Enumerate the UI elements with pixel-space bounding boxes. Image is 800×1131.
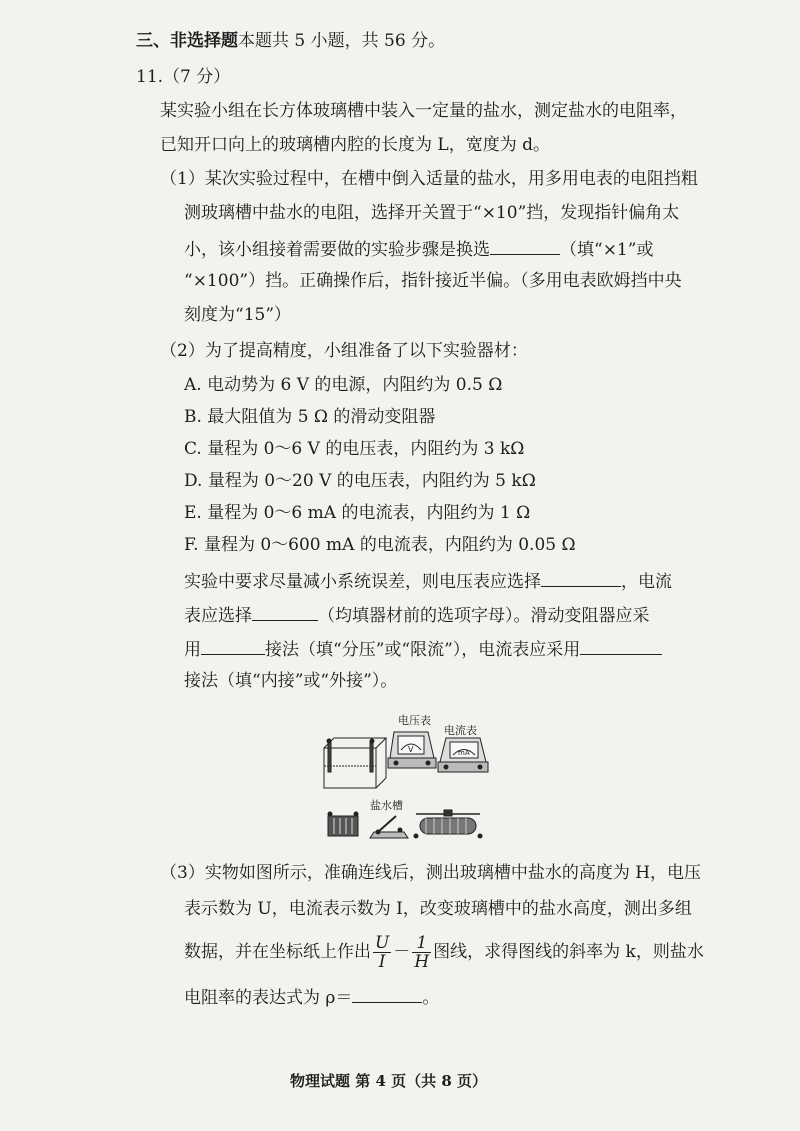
fraction-u: U	[375, 933, 390, 953]
part3-line-4	[184, 984, 439, 1009]
fraction-1-over-h	[412, 934, 431, 971]
part1-line-3-hint: （填“×1”或	[560, 240, 654, 260]
part1-line-3-text: 小，该小组接着需要做的实验步骤是换选	[184, 240, 490, 260]
battery	[328, 812, 358, 836]
answer-blank-ammeter-connection[interactable]	[580, 636, 662, 655]
part2-line-3-mid: 接法（填“分压”或“限流”），电流表应采用	[265, 640, 581, 660]
part3-line-1: （3）实物如图所示，准确连线后，测出玻璃槽中盐水的高度为 H，电压	[160, 863, 702, 883]
intro-line-1: 某实验小组在长方体玻璃槽中装入一定量的盐水，测定盐水的电阻率，	[160, 101, 687, 121]
question-number: 11.（7 分）	[136, 67, 231, 87]
answer-blank-1[interactable]	[490, 236, 560, 255]
part1-line-5: 刻度为“15”）	[184, 305, 292, 325]
ammeter-label: 电流表	[444, 724, 477, 737]
fraction-dash: －	[393, 942, 411, 962]
voltmeter-symbol: V	[408, 745, 414, 754]
part1-line-2: 测玻璃槽中盐水的电阻，选择开关置于“×10”挡，发现指针偏角太	[184, 203, 680, 223]
fraction-h: H	[414, 952, 430, 972]
intro-line-2: 已知开口向上的玻璃槽内腔的长度为 L，宽度为 d。	[160, 135, 550, 155]
page-footer: 物理试题 第 4 页（共 8 页）	[290, 1072, 487, 1090]
option-a: A. 电动势为 6 V 的电源，内阻约为 0.5 Ω	[184, 375, 503, 395]
answer-blank-ammeter[interactable]	[252, 602, 318, 621]
section-desc: 本题共 5 小题，共 56 分。	[238, 31, 446, 51]
part1-line-3	[184, 236, 653, 261]
part3-line-3	[184, 932, 704, 972]
ammeter	[438, 738, 488, 772]
part1-line-4: “×100”）挡。正确操作后，指针接近半偏。（多用电表欧姆挡中央	[184, 271, 682, 291]
part2-line-3-text: 用	[184, 640, 201, 660]
part3-line-4-text: 电阻率的表达式为 ρ＝	[184, 988, 353, 1008]
section-label: 三、非选择题	[136, 31, 238, 51]
part2-line-1-text: 实验中要求尽量减小系统误差，则电压表应选择	[184, 572, 541, 592]
section-heading	[136, 30, 445, 52]
part2-line-2-end: （均填器材前的选项字母）。滑动变阻器应采	[318, 606, 650, 626]
option-d: D. 量程为 0～20 V 的电压表，内阻约为 5 kΩ	[184, 471, 536, 491]
option-c: C. 量程为 0～6 V 的电压表，内阻约为 3 kΩ	[184, 439, 525, 459]
tank-label: 盐水槽	[370, 799, 403, 812]
switch	[370, 816, 408, 838]
part2-line-4: 接法（填“内接”或“外接”）。	[184, 671, 398, 691]
fraction-i: I	[378, 952, 386, 972]
answer-blank-resistivity[interactable]	[352, 984, 422, 1003]
part2-line-2	[184, 602, 650, 627]
salt-water-tank	[324, 738, 386, 788]
part3-line-4-end: 。	[422, 988, 440, 1008]
fraction-1: 1	[412, 934, 431, 953]
part2-intro: （2）为了提高精度，小组准备了以下实验器材：	[160, 341, 528, 361]
part2-line-2-text: 表应选择	[184, 606, 252, 626]
ammeter-symbol: mA	[458, 749, 470, 757]
answer-blank-rheostat[interactable]	[201, 636, 265, 655]
part3-line-3-end: 图线，求得图线的斜率为 k，则盐水	[433, 942, 704, 962]
voltmeter	[388, 732, 436, 768]
part2-line-1	[184, 568, 672, 593]
part2-line-3	[184, 636, 662, 661]
voltmeter-label: 电压表	[398, 714, 431, 727]
option-f: F. 量程为 0～600 mA 的电流表，内阻约为 0.05 Ω	[184, 535, 576, 555]
rheostat	[414, 810, 482, 838]
part3-line-2: 表示数为 U，电流表示数为 I，改变玻璃槽中的盐水高度，测出多组	[184, 899, 692, 919]
option-b: B. 最大阻值为 5 Ω 的滑动变阻器	[184, 407, 436, 427]
option-e: E. 量程为 0～6 mA 的电流表，内阻约为 1 Ω	[184, 503, 531, 523]
answer-blank-voltmeter[interactable]	[541, 568, 621, 587]
part3-line-3-text: 数据，并在坐标纸上作出	[184, 942, 371, 962]
fraction-u-over-i	[373, 934, 391, 971]
part1-line-1: （1）某次实验过程中，在槽中倒入适量的盐水，用多用电表的电阻挡粗	[160, 169, 698, 189]
apparatus-figure	[316, 708, 496, 848]
part2-line-1-end: ，电流	[621, 572, 672, 592]
